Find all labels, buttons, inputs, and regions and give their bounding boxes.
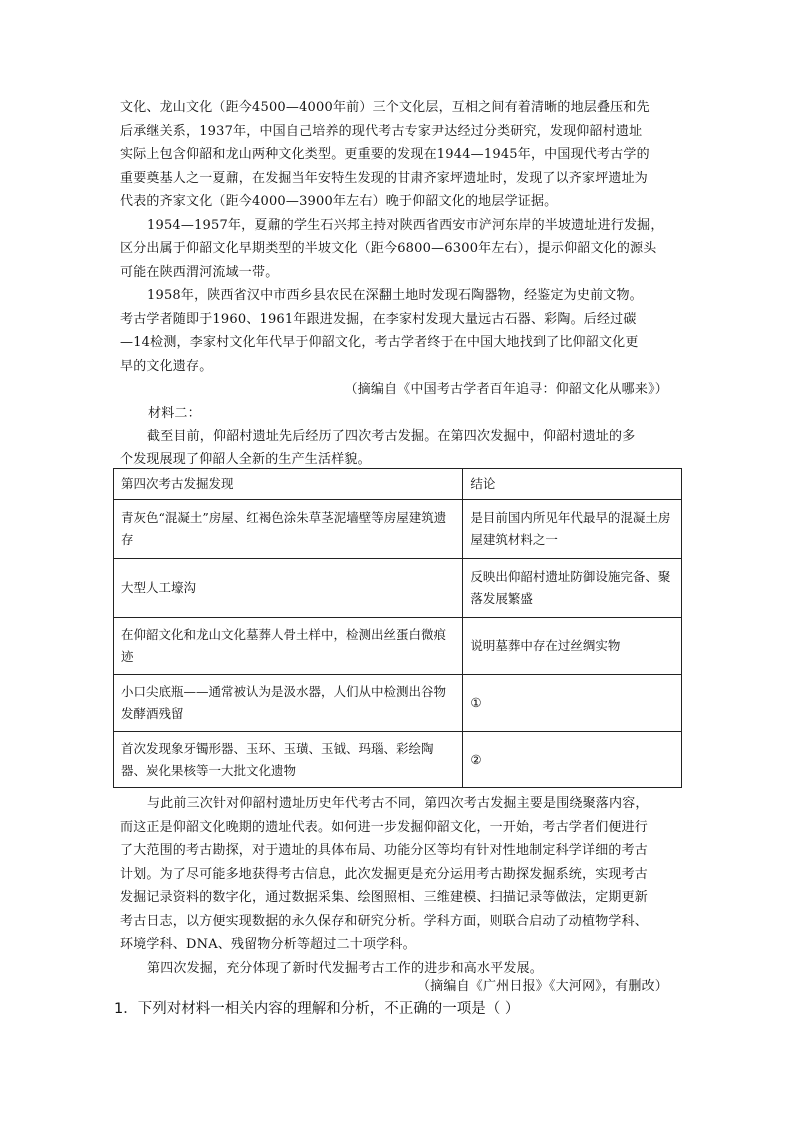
text-line: 了大范围的考古勘探，对于遗址的具体布局、功能分区等均有针对性地制定科学详细的考古 bbox=[120, 843, 649, 858]
finding-cell: 在仰韶文化和龙山文化墓葬人骨土样中，检测出丝蛋白微痕迹 bbox=[114, 618, 463, 675]
text-line: 考古日志，以方便实现数据的永久保存和研究分析。学科方面，则联合启动了动植物学科、 bbox=[120, 914, 649, 929]
finding-cell: 青灰色“混凝土”房屋、红褐色涂朱草茎泥墙壁等房屋建筑遗存 bbox=[114, 500, 463, 559]
text-line: 而这正是仰韶文化晚期的遗址代表。如何进一步发掘仰韶文化，一开始，考古学者们便进行 bbox=[120, 820, 649, 835]
text-line: 可能在陕西渭河流域一带。 bbox=[120, 265, 279, 280]
finding-cell: 小口尖底瓶——通常被认为是汲水器，人们从中检测出谷物发酵酒残留 bbox=[114, 675, 463, 732]
text-line: 后承继关系，1937年，中国自己培养的现代考古专家尹达经过分类研究，发现仰韶村遗址 bbox=[120, 124, 643, 139]
conclusion-cell: 说明墓葬中存在过丝绸实物 bbox=[463, 618, 682, 675]
text-line: 第四次发掘，充分体现了新时代发掘考古工作的进步和高水平发展。 bbox=[147, 961, 544, 976]
finding-cell: 大型人工壕沟 bbox=[114, 559, 463, 618]
text-line: 计划。为了尽可能多地获得考古信息，此次发掘更是充分运用考古勘探发掘系统，实现考古 bbox=[120, 867, 649, 882]
source-citation: （摘编自《中国考古学者百年追寻：仰韶文化从哪来》） bbox=[344, 382, 668, 397]
conclusion-cell: ② bbox=[463, 732, 682, 788]
text-line: 与此前三次针对仰韶村遗址历史年代考古不同，第四次考古发掘主要是围绕聚落内容， bbox=[147, 796, 649, 811]
text-line: 1958年，陕西省汉中市西乡县农民在深翻土地时发现石陶器物，经鉴定为史前文物。 bbox=[147, 288, 643, 303]
text-line: —14检测，李家村文化年代早于仰韶文化，考古学者终于在中国大地找到了比仰韶文化更 bbox=[120, 335, 639, 350]
table-row bbox=[114, 559, 682, 618]
text-line: 重要奠基人之一夏鼐，在发掘当年安特生发现的甘肃齐家坪遗址时，发现了以齐家坪遗址为 bbox=[120, 171, 649, 186]
text-line: 发掘记录资料的数字化，通过数据采集、绘图照相、三维建模、扫描记录等做法，定期更新 bbox=[120, 890, 649, 905]
text-line: 个发现展现了仰韶人全新的生产生活样貌。 bbox=[120, 452, 371, 467]
section-heading: 材料二： bbox=[148, 406, 201, 421]
table-row bbox=[114, 500, 682, 559]
text-line: 考古学者随即于1960、1961年跟进发掘，在李家村发现大量远古石器、彩陶。后经过碳 bbox=[120, 312, 637, 327]
text-line: 早的文化遗存。 bbox=[120, 359, 213, 374]
text-line: 1954—1957年，夏鼐的学生石兴邦主持对陕西省西安市浐河东岸的半坡遗址进行发掘， bbox=[147, 218, 664, 233]
findings-table bbox=[113, 468, 682, 788]
table-row bbox=[114, 675, 682, 732]
question-1: 1．下列对材料一相关内容的理解和分析，不正确的一项是（ ） bbox=[114, 1001, 520, 1017]
conclusion-cell: 反映出仰韶村遗址防御设施完备、聚落发展繁盛 bbox=[463, 559, 682, 618]
table-row bbox=[114, 732, 682, 788]
text-line: 实际上包含仰韶和龙山两种文化类型。更重要的发现在1944—1945年，中国现代考古学的 bbox=[120, 147, 650, 162]
text-line: 代表的齐家文化（距今4000—3900年左右）晚于仰韶文化的地层学证据。 bbox=[120, 194, 558, 209]
finding-cell: 首次发现象牙镯形器、玉环、玉璜、玉钺、玛瑙、彩绘陶器、炭化果核等一大批文化遗物 bbox=[114, 732, 463, 788]
text-line: 区分出属于仰韶文化早期类型的半坡文化（距今6800—6300年左右），提示仰韶文化的源头 bbox=[120, 241, 657, 256]
conclusion-cell: 是目前国内所见年代最早的混凝土房屋建筑材料之一 bbox=[463, 500, 682, 559]
text-line: 环境学科、DNA、残留物分析等超过二十项学科。 bbox=[120, 937, 416, 952]
table-header-row bbox=[114, 469, 682, 500]
source-citation: （摘编自《广州日报》《大河网》，有删改） bbox=[416, 979, 668, 994]
table-row bbox=[114, 618, 682, 675]
conclusion-cell: ① bbox=[463, 675, 682, 732]
table-header-cell: 第四次考古发掘发现 bbox=[114, 469, 463, 500]
table-header-cell: 结论 bbox=[463, 469, 682, 500]
text-line: 文化、龙山文化（距今4500—4000年前）三个文化层，互相之间有着清晰的地层叠压和先 bbox=[120, 100, 650, 115]
text-line: 截至目前，仰韶村遗址先后经历了四次考古发掘。在第四次发掘中，仰韶村遗址的多 bbox=[147, 429, 636, 444]
